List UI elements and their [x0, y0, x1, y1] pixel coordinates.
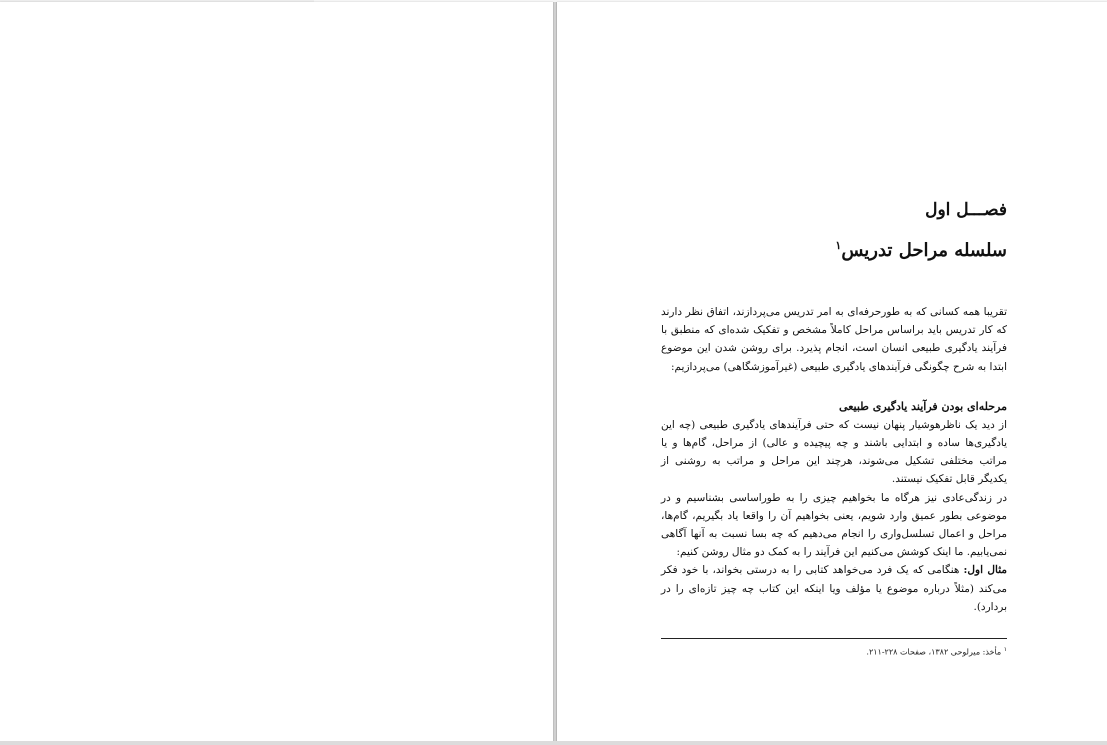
page-content: [661, 198, 1007, 660]
section-heading: مرحله‌ای بودن فرآیند یادگیری طبیعی: [839, 399, 1007, 413]
chapter-title-text: سلسله مراحل تدریس: [841, 240, 1007, 261]
section-paragraph-1: از دید یک ناظرهوشیار پنهان نیست که حتی فرآیندهای یادگیری طبیعی (چه این یادگیری‌ها ساده و ابتدایی باشند و چه پیچیده و عالی) از مراحل، گام‌ها و یا مراتب مختلفی تشکیل می‌شوند، هرچند این مراحل و مراتب به روشنی از یکدیگر قابل تفکیک نیستند.: [661, 418, 1007, 486]
footnote-text: مأخذ: میرلوحی ۱۳۸۲، صفحات ۲۲۸-۲۱۱.: [866, 647, 1004, 657]
intro-paragraph: تقریبا همه کسانی که به طورحرفه‌ای به امر تدریس می‌پردازند، اتفاق نظر دارند که کار تدریس باید براساس مراحل کاملاً مشخص و تفکیک شده‌ای که منطبق با فرآیند یادگیری طبیعی انسان است، انجام پذیرد. برای روشن شدن این موضوع ابتدا به شرح چگونگی فرآیندهای یادگیری طبیعی (غیرآموزشگاهی) می‌پردازیم:: [661, 306, 1007, 373]
page-right: [557, 2, 1107, 741]
footnote-marker: ۱: [1003, 646, 1007, 654]
example-text: هنگامی که یک فرد می‌خواهد کتابی را به درستی بخواند، با خود فکر می‌کند (مثلاً درباره موضوع یا مؤلف ویا اینکه این کتاب چه چیز تازه‌ای را در بردارد).: [661, 564, 1007, 613]
example-paragraph: [661, 561, 1007, 616]
title-footnote-marker[interactable]: ۱: [835, 239, 842, 252]
section-paragraph-2: در زندگی‌عادی نیز هرگاه ما بخواهیم چیزی را به طوراساسی بشناسیم و در موضوعی بطور عمیق وارد شویم، یعنی بخواهیم آن را واقعا یاد بگیریم، گام‌ها، مراحل و اعمال تسلسل‌واری را انجام می‌دهیم که چه بسا نسبت به آنها آگاهی نمی‌یابیم. ما اینک کوشش می‌کنیم این فرآیند را به کمک دو مثال روشن کنیم:: [661, 491, 1007, 559]
footnote: [661, 643, 1007, 660]
chapter-label: فصـــل اول: [925, 200, 1007, 220]
viewer-bottom-edge: [0, 741, 1107, 745]
page-left-blank: [0, 2, 553, 741]
chapter-title: [661, 232, 1007, 265]
example-label: مثال اول:: [963, 564, 1007, 577]
footnote-divider: [661, 638, 1007, 639]
